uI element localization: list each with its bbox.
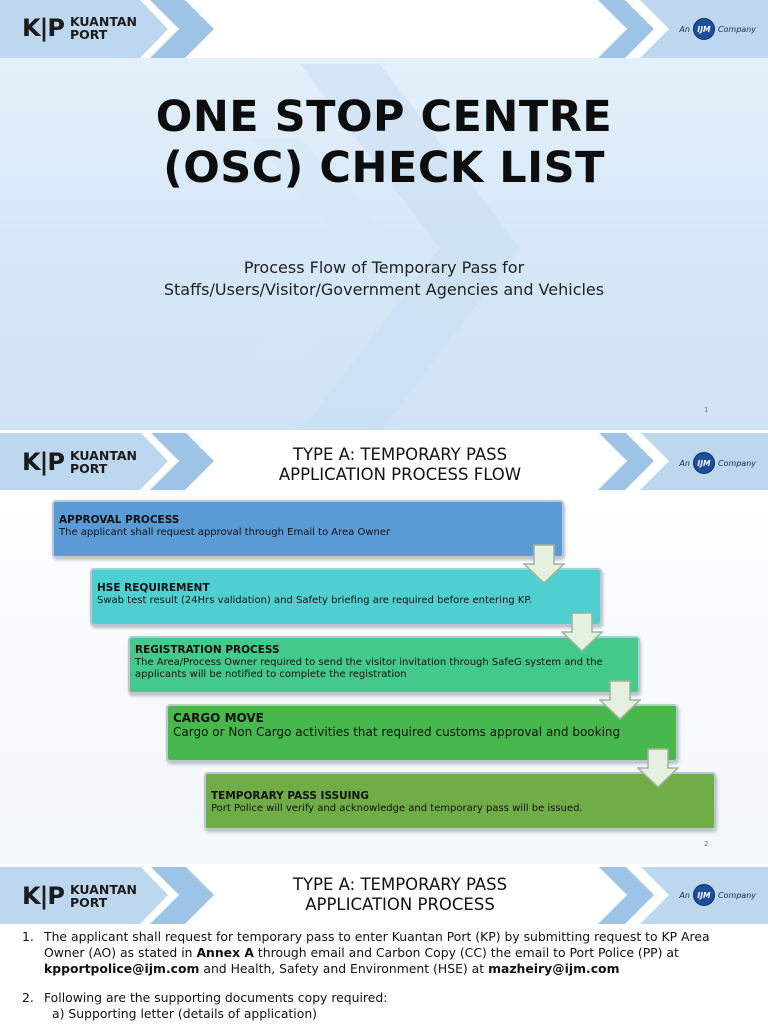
logo-line-1: KUANTAN [69, 448, 138, 463]
slide-3-header [0, 866, 768, 924]
ijm-prefix: An [679, 458, 690, 468]
step-text: Cargo or Non Cargo activities that required customs approval and booking [173, 725, 621, 739]
slide-3 [0, 866, 768, 1024]
ijm-company-logo [679, 452, 756, 474]
page-number: 2 [704, 840, 709, 848]
ijm-suffix: Company [717, 890, 756, 900]
kp-logo-mark: K|P [22, 882, 64, 910]
step-text: The applicant shall request approval through Email to Area Owner [59, 527, 391, 538]
list-item-1 [22, 929, 742, 977]
slide-1-header [0, 0, 768, 58]
ijm-badge: IJM [693, 884, 715, 906]
slide-3-title [230, 875, 570, 915]
step-heading: HSE REQUIREMENT [97, 582, 210, 594]
kuantan-port-logo [22, 448, 137, 476]
logo-line-2: PORT [69, 27, 108, 42]
flow-step-approval [52, 500, 564, 558]
list-subitem-a: a) Supporting letter (details of application) [52, 1006, 318, 1021]
step-heading: CARGO MOVE [173, 711, 264, 725]
title-line-2: (OSC) CHECK LIST [163, 143, 605, 193]
item-1-text-c: and Health, Safety and Environment (HSE) at [199, 961, 489, 976]
logo-line-1: KUANTAN [69, 882, 138, 897]
title-line-2: APPLICATION PROCESS FLOW [278, 465, 522, 484]
kp-logo-mark: K|P [22, 14, 64, 42]
down-arrow-icon [561, 612, 603, 652]
ijm-suffix: Company [717, 24, 756, 34]
list-number: 1. [22, 929, 34, 944]
ijm-prefix: An [679, 24, 690, 34]
slide-1 [0, 0, 768, 432]
ijm-suffix: Company [717, 458, 756, 468]
item-2-text: Following are the supporting documents copy required: [44, 990, 388, 1005]
step-heading: TEMPORARY PASS ISSUING [211, 790, 369, 802]
title-line-2: APPLICATION PROCESS [305, 895, 495, 914]
step-text: The Area/Process Owner required to send the visitor invitation through SafeG system and the applicants will be notified to complete the registration [135, 657, 603, 680]
step-heading: APPROVAL PROCESS [59, 514, 180, 526]
logo-wordmark [70, 883, 137, 909]
down-arrow-icon [637, 748, 679, 788]
kuantan-port-logo [22, 882, 137, 910]
subtitle-line-1: Process Flow of Temporary Pass for [243, 258, 525, 277]
page-number: 1 [704, 406, 709, 414]
ijm-badge: IJM [693, 18, 715, 40]
title-line-1: TYPE A: TEMPORARY PASS [292, 875, 508, 894]
list-number: 2. [22, 990, 34, 1005]
kuantan-port-logo [22, 14, 137, 42]
title-line-1: ONE STOP CENTRE [155, 92, 613, 142]
ijm-company-logo [679, 884, 756, 906]
logo-line-2: PORT [69, 461, 108, 476]
port-police-email[interactable]: kpportpolice@ijm.com [44, 961, 200, 976]
logo-wordmark [70, 449, 137, 475]
hse-email[interactable]: mazheiry@ijm.com [488, 961, 620, 976]
logo-line-2: PORT [69, 895, 108, 910]
process-body [22, 929, 742, 1022]
slide-divider [0, 430, 768, 433]
item-1-text-b: through email and Carbon Copy (CC) the email to Port Police (PP) at [253, 945, 679, 960]
subtitle-line-2: Staffs/Users/Visitor/Government Agencies and Vehicles [163, 280, 605, 299]
down-arrow-icon [599, 680, 641, 720]
annex-a-ref: Annex A [196, 945, 254, 960]
slide-1-title [0, 92, 768, 194]
slide-2-title [230, 445, 570, 485]
down-arrow-icon [523, 544, 565, 584]
slide-1-subtitle [0, 257, 768, 301]
slide-divider [0, 864, 768, 867]
step-text: Port Police will verify and acknowledge and temporary pass will be issued. [211, 803, 583, 814]
ijm-badge: IJM [693, 452, 715, 474]
step-heading: REGISTRATION PROCESS [135, 644, 280, 656]
step-text: Swab test result (24Hrs validation) and Safety briefing are required before entering KP. [97, 595, 533, 606]
item-1-text-a: The applicant shall request for temporary pass to enter Kuantan Port (KP) by submitting request to KP Area Owner (AO) as stated in [44, 929, 710, 960]
slide-2-header [0, 432, 768, 490]
logo-wordmark [70, 15, 137, 41]
ijm-prefix: An [679, 890, 690, 900]
kp-logo-mark: K|P [22, 448, 64, 476]
title-line-1: TYPE A: TEMPORARY PASS [292, 445, 508, 464]
logo-line-1: KUANTAN [69, 14, 138, 29]
slide-2 [0, 432, 768, 866]
list-item-2 [22, 990, 742, 1006]
ijm-company-logo [679, 18, 756, 40]
